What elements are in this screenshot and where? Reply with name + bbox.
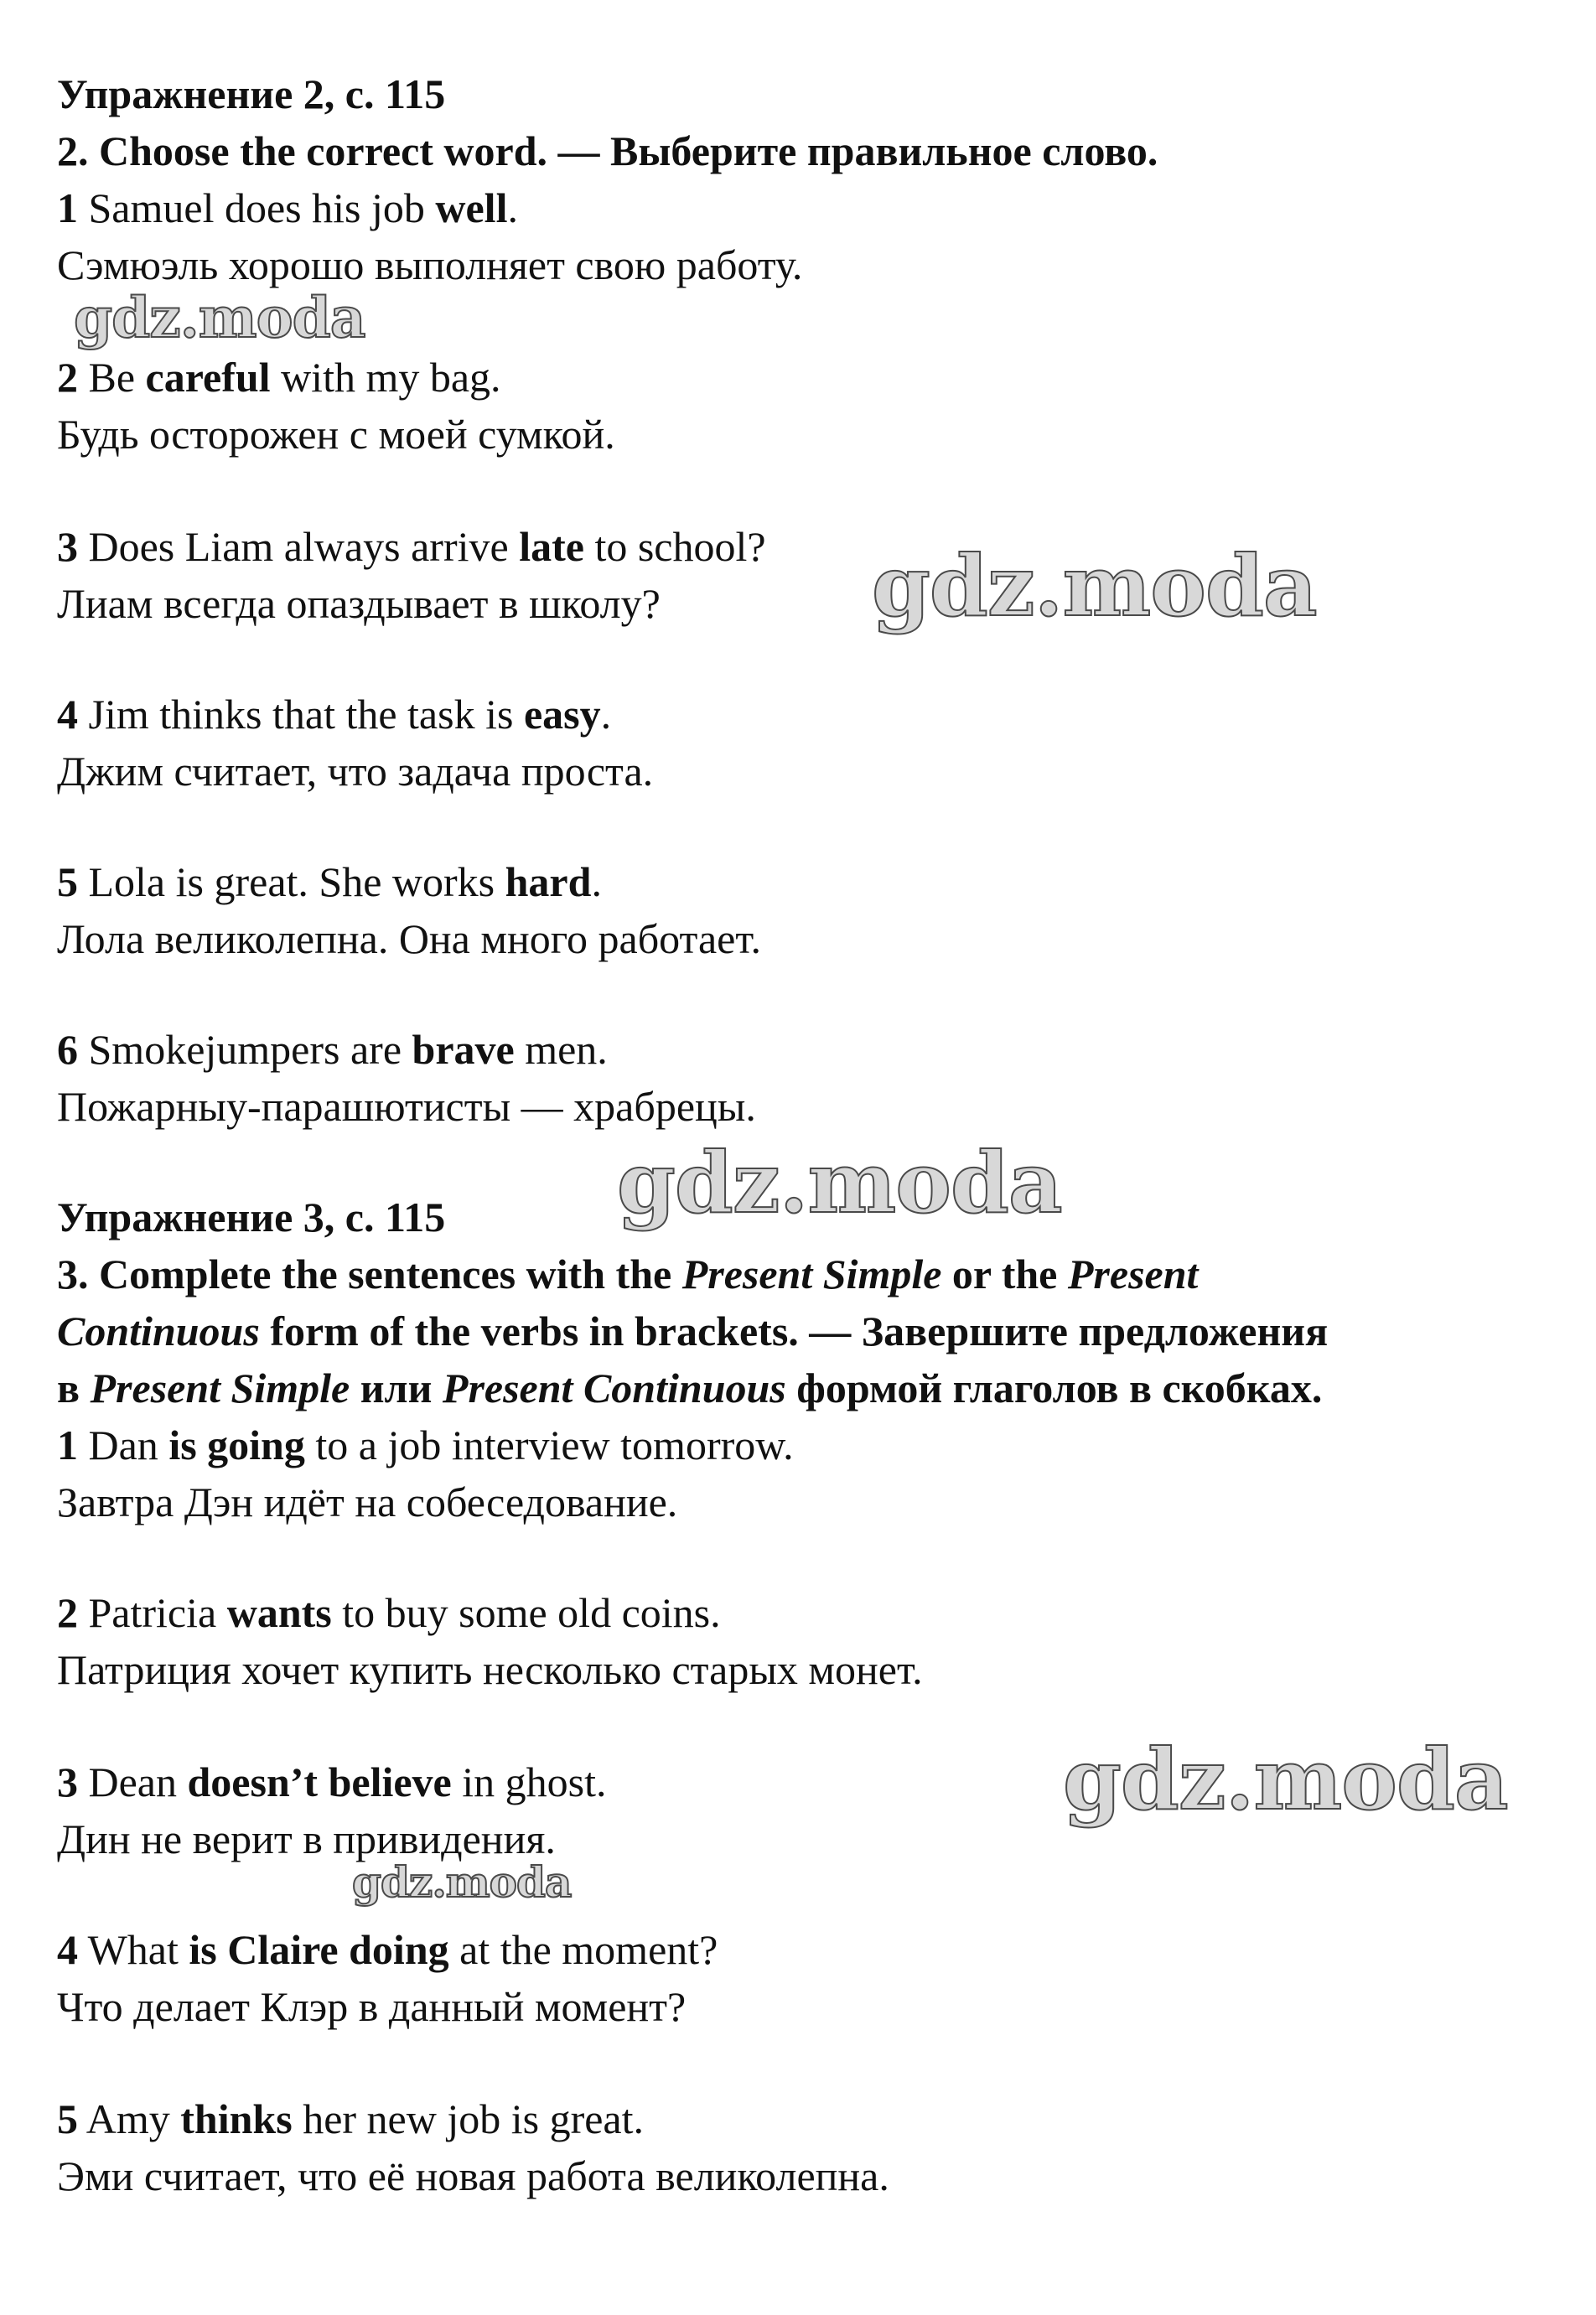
exercise-3-task-line-1: 3. Complete the sentences with the Present Simple or the Present [57,1251,1199,1297]
exercise-2-heading: Упражнение 2, с. 115 [57,70,446,117]
watermark: gdz.moda [617,1133,1062,1232]
ex2-item-4-en: 4 Jim thinks that the task is easy. [57,691,612,738]
ex2-item-6-en: 6 Smokejumpers are brave men. [57,1026,608,1073]
watermark: gdz.moda [872,536,1317,635]
watermark: gdz.moda [74,285,365,350]
exercise-3-heading: Упражнение 3, с. 115 [57,1194,446,1240]
ex3-item-2-en: 2 Patricia wants to buy some old coins. [57,1589,721,1636]
ex2-item-4-ru: Джим считает, что задача проста. [57,748,654,795]
ex3-item-1-ru: Завтра Дэн идёт на собеседование. [57,1479,678,1525]
ex2-item-1-en: 1 Samuel does his job well. [57,184,518,231]
ex2-item-5-en: 5 Lola is great. She works hard. [57,858,602,905]
ex3-item-4-ru: Что делает Клэр в данный момент? [57,1983,687,2030]
ex2-item-2-ru: Будь осторожен с моей сумкой. [57,411,615,458]
exercise-3-task-line-2: Continuous form of the verbs in brackets. — Завершите предложения [57,1308,1329,1354]
watermark: gdz.moda [1063,1730,1508,1829]
ex3-item-4-en: 4 What is Claire doing at the moment? [57,1926,718,1973]
exercise-3-task-line-3: в Present Simple или Present Continuous формой глаголов в скобках. [57,1365,1323,1411]
ex3-item-3-ru: Дин не верит в привидения. [57,1815,556,1862]
ex2-item-2-en: 2 Be careful with my bag. [57,354,501,401]
ex2-item-5-ru: Лола великолепна. Она много работает. [57,915,761,962]
ex3-item-2-ru: Патриция хочет купить несколько старых монет. [57,1646,923,1693]
exercise-2-task: 2. Choose the correct word. — Выберите правильное слово. [57,127,1158,174]
ex3-item-5-ru: Эми считает, что её новая работа великолепна. [57,2152,889,2199]
watermark: gdz.moda [352,1857,572,1907]
ex2-item-6-ru: Пожарныу-парашютисты — храбрецы. [57,1083,756,1130]
ex2-item-1-ru: Сэмюэль хорошо выполняет свою работу. [57,241,803,288]
ex3-item-5-en: 5 Amy thinks her new job is great. [57,2095,644,2142]
ex3-item-1-en: 1 Dan is going to a job interview tomorrow. [57,1422,794,1468]
ex3-item-3-en: 3 Dean doesn’t believe in ghost. [57,1758,607,1805]
ex2-item-3-ru: Лиам всегда опаздывает в школу? [57,580,661,627]
ex2-item-3-en: 3 Does Liam always arrive late to school? [57,523,766,570]
